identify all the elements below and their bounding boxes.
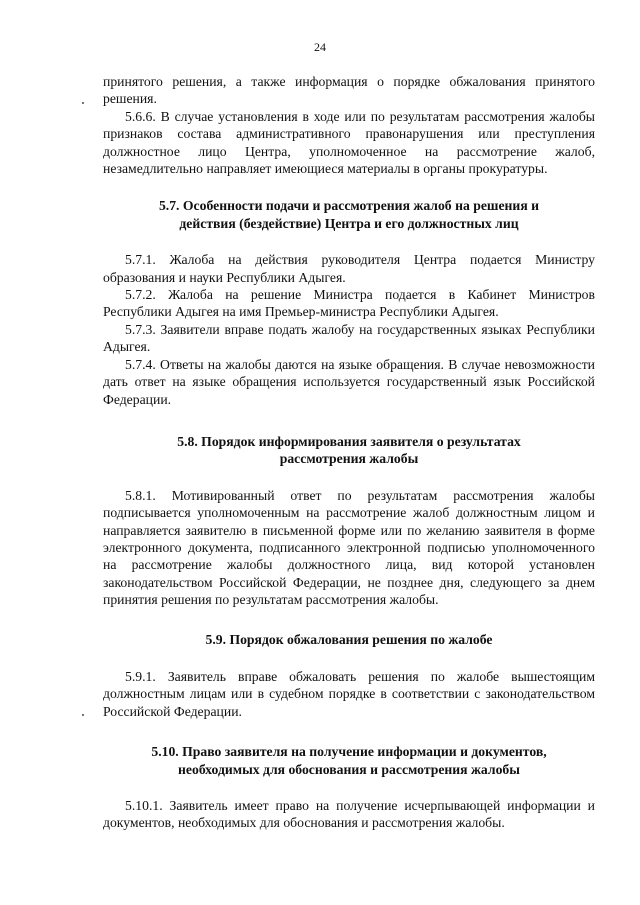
paragraph-5-7-1: 5.7.1. Жалоба на действия руководителя Центра подается Министру образования и науки Республики Адыгея. [103,252,595,285]
paragraph-5-6-6: 5.6.6. В случае установления в ходе или по результатам рассмотрения жалобы признаков состава административного правонарушения или преступления должностное лицо Центра, уполномоченное на рассмотрение жалоб, незамедлительно направляет имеющиеся материалы в органы прокуратуры. [103,108,595,177]
scan-speck [82,714,84,716]
heading-5-8 [103,433,595,468]
document-body [103,73,595,832]
heading-5-7-line-1: 5.7. Особенности подачи и рассмотрения жалоб на решения и [158,198,540,214]
paragraph-5-7-3: 5.7.3. Заявители вправе подать жалобу на государственных языках Республики Адыгея. [103,321,595,355]
heading-5-8-line-1: 5.8. Порядок информирования заявителя о результатах [177,433,521,449]
paragraph-5-7-2: 5.7.2. Жалоба на решение Министра подается в Кабинет Министров Республики Адыгея на имя Премьер-министра Республики Адыгея. [103,287,595,320]
heading-5-9: 5.9. Порядок обжалования решения по жалобе [205,631,493,647]
paragraph-5-10-1: 5.10.1. Заявитель имеет право на получение исчерпывающей информации и документов, необходимых для обоснования и рассмотрения жалобы. [103,798,595,831]
paragraph-5-8-1: 5.8.1. Мотивированный ответ по результатам рассмотрения жалобы подписывается уполномоченным на рассмотрение жалоб должностным лицом и направляется заявителю в письменной форме или по желанию заявителя в форме электронного документа, подписанного электронной подписью уполномоченного на рассмотрение жалобы должностного лица, вид которой установлен законодательством Российской Федерации, не позднее дня, следующего за днем принятия решения по результатам рассмотрения жалобы. [103,487,595,608]
heading-5-10-line-2: необходимых для обоснования и рассмотрения жалобы [178,761,520,777]
heading-5-10-line-1: 5.10. Право заявителя на получение информации и документов, [151,744,547,760]
heading-5-10 [103,743,595,778]
heading-5-8-line-2: рассмотрения жалобы [279,451,419,467]
heading-5-7 [103,197,595,232]
scan-speck [82,102,84,104]
heading-5-7-line-2: действия (бездействие) Центра и его должностных лиц [179,215,519,231]
paragraph-5-9-1: 5.9.1. Заявитель вправе обжаловать решения по жалобе вышестоящим должностным лицам или в судебном порядке в соответствии с законодательством Российской Федерации. [103,668,595,719]
paragraph-continuation: принятого решения, а также информация о порядке обжалования принятого решения. [103,74,595,107]
page-number: 24 [314,40,326,54]
paragraph-5-7-4: 5.7.4. Ответы на жалобы даются на языке обращения. В случае невозможности дать ответ на языке обращения используется государственный язык Российской Федерации. [103,356,595,407]
